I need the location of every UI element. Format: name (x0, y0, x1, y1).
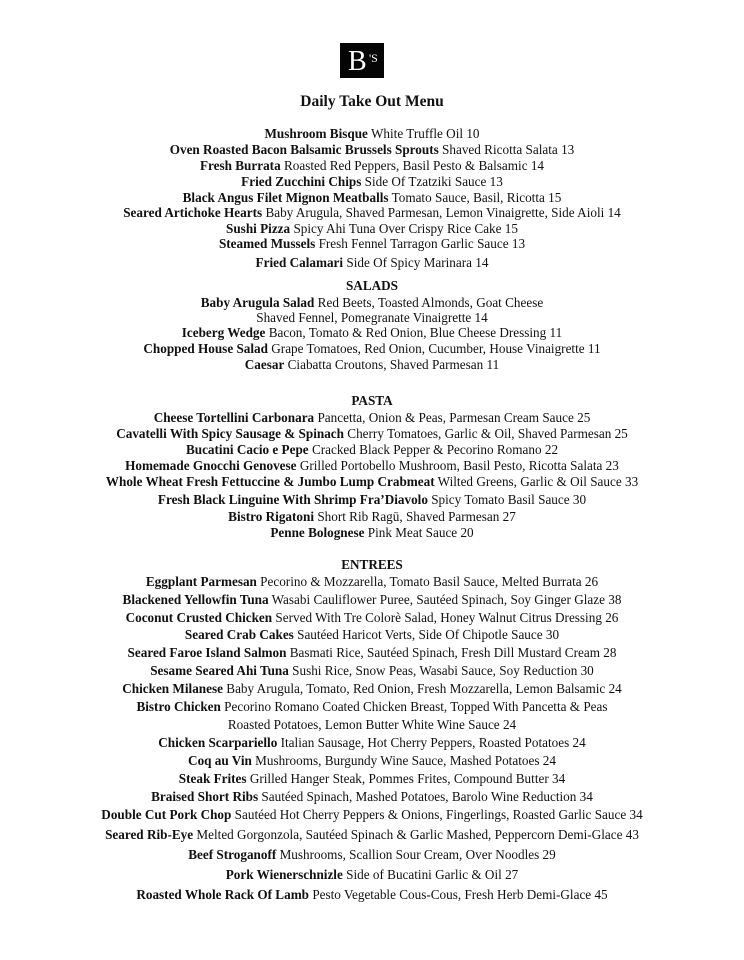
menu-item (0, 255, 744, 271)
menu-item-description: Pecorino & Mozzarella, Tomato Basil Sauce, Melted Burrata 26 (260, 574, 599, 589)
menu-item (0, 310, 744, 326)
menu-item-name: Bucatini Cacio e Pepe (185, 442, 309, 457)
menu-item (0, 190, 744, 206)
menu-item-name: Chicken Milanese (122, 681, 223, 696)
menu-item-name: Bistro Rigatoni (228, 509, 315, 524)
section-heading-label: PASTA (351, 393, 393, 408)
menu-item (0, 789, 744, 805)
menu-item-description: Sautéed Spinach, Mashed Potatoes, Barolo Wine Reduction 34 (261, 789, 593, 804)
menu-item-name: Blackened Yellowfin Tuna (122, 592, 269, 607)
menu-item-description: Roasted Potatoes, Lemon Butter White Wine Sauce 24 (227, 717, 517, 732)
menu-item (0, 126, 744, 142)
menu-item-description: Tomato Sauce, Basil, Ricotta 15 (391, 190, 562, 205)
menu-item-name: Seared Faroe Island Salmon (127, 645, 287, 660)
menu-item-description: Short Rib Ragū, Shaved Parmesan 27 (317, 509, 516, 524)
menu-item-description: Cracked Black Pepper & Pecorino Romano 22 (311, 442, 559, 457)
section-heading (0, 557, 744, 573)
menu-item (0, 807, 744, 823)
menu-item (0, 205, 744, 221)
menu-item-name: Sushi Pizza (226, 221, 291, 236)
menu-item (0, 458, 744, 474)
menu-item (0, 847, 744, 863)
menu-item-name: Double Cut Pork Chop (101, 807, 232, 822)
menu-item-name: Fried Zucchini Chips (241, 174, 362, 189)
menu-item (0, 341, 744, 357)
menu-item (0, 592, 744, 608)
menu-item-description: Sautéed Haricot Verts, Side Of Chipotle Sauce 30 (297, 627, 560, 642)
menu-item-description: Sautéed Hot Cherry Peppers & Onions, Fingerlings, Roasted Garlic Sauce 34 (234, 807, 643, 822)
section-heading-label: SALADS (345, 278, 399, 293)
menu-item-description: Pancetta, Onion & Peas, Parmesan Cream Sauce 25 (317, 410, 591, 425)
menu-item (0, 357, 744, 373)
menu-item-description: Basmati Rice, Sautéed Spinach, Fresh Dill Mustard Cream 28 (289, 645, 617, 660)
menu-item-description: Baby Arugula, Tomato, Red Onion, Fresh Mozzarella, Lemon Balsamic 24 (226, 681, 622, 696)
menu-item (0, 525, 744, 541)
menu-item-name: Seared Crab Cakes (184, 627, 294, 642)
menu-item (0, 410, 744, 426)
menu-item-name: Eggplant Parmesan (145, 574, 257, 589)
menu-item-description: Fresh Fennel Tarragon Garlic Sauce 13 (318, 236, 526, 251)
menu-item-description: Cherry Tomatoes, Garlic & Oil, Shaved Parmesan 25 (347, 426, 628, 441)
menu-item-name: Sesame Seared Ahi Tuna (150, 663, 289, 678)
menu-item-name: Coconut Crusted Chicken (125, 610, 273, 625)
menu-item-name: Steamed Mussels (218, 236, 316, 251)
menu-item-name: Homemade Gnocchi Genovese (125, 458, 297, 473)
menu-item-description: Shaved Ricotta Salata 13 (442, 142, 575, 157)
menu-item (0, 474, 744, 490)
menu-item (0, 509, 744, 525)
menu-item-description: Ciabatta Croutons, Shaved Parmesan 11 (287, 357, 500, 372)
section-heading (0, 393, 744, 409)
menu-item-name: Penne Bolognese (270, 525, 365, 540)
menu-item-name: Chicken Scarpariello (158, 735, 278, 750)
menu-item (0, 771, 744, 787)
menu-item-name: Beef Stroganoff (188, 847, 277, 862)
menu-item (0, 158, 744, 174)
menu-item (0, 717, 744, 733)
menu-item (0, 699, 744, 715)
menu-item (0, 867, 744, 883)
menu-item (0, 645, 744, 661)
menu-item-description: Spicy Ahi Tuna Over Crispy Rice Cake 15 (293, 221, 518, 236)
menu-item-name: Black Angus Filet Mignon Meatballs (182, 190, 389, 205)
menu-item (0, 681, 744, 697)
menu-item (0, 174, 744, 190)
menu-item-name: Bistro Chicken (136, 699, 221, 714)
menu-item-name: Mushroom Bisque (264, 126, 368, 141)
menu-item-description: Bacon, Tomato & Red Onion, Blue Cheese Dressing 11 (268, 325, 563, 340)
svg-text:B: B (348, 46, 367, 77)
menu-item-name: Chopped House Salad (143, 341, 268, 356)
menu-item-description: Mushrooms, Burgundy Wine Sauce, Mashed Potatoes 24 (255, 753, 556, 768)
menu-item-name: Fresh Black Linguine With Shrimp Fra’Diavolo (157, 492, 428, 507)
menu-item-description: Roasted Red Peppers, Basil Pesto & Balsamic 14 (283, 158, 545, 173)
menu-item (0, 325, 744, 341)
menu-item-description: Grape Tomatoes, Red Onion, Cucumber, House Vinaigrette 11 (271, 341, 601, 356)
menu-item-name: Fried Calamari (255, 255, 344, 270)
menu-item-name: Seared Artichoke Hearts (123, 205, 263, 220)
menu-item-description: Italian Sausage, Hot Cherry Peppers, Roasted Potatoes 24 (280, 735, 586, 750)
logo-mark-icon (340, 43, 384, 78)
menu-item-description: Wilted Greens, Garlic & Oil Sauce 33 (437, 474, 639, 489)
menu-item-name: Steak Frites (178, 771, 247, 786)
menu-item-name: Cavatelli With Spicy Sausage & Spinach (116, 426, 344, 441)
restaurant-logo (340, 43, 384, 78)
menu-item (0, 827, 744, 843)
menu-item-description: Melted Gorgonzola, Sautéed Spinach & Garlic Mashed, Peppercorn Demi-Glace 43 (196, 827, 639, 842)
menu-item-name: Coq au Vin (188, 753, 252, 768)
menu-item-description: White Truffle Oil 10 (370, 126, 480, 141)
menu-item (0, 426, 744, 442)
menu-item-name: Iceberg Wedge (181, 325, 266, 340)
section-heading (0, 278, 744, 294)
menu-item-description: Pink Meat Sauce 20 (367, 525, 474, 540)
menu-item (0, 295, 744, 311)
menu-item (0, 887, 744, 903)
menu-item (0, 663, 744, 679)
menu-item-description: Side of Bucatini Garlic & Oil 27 (346, 867, 519, 882)
menu-item-name: Cheese Tortellini Carbonara (153, 410, 315, 425)
menu-item-name: Oven Roasted Bacon Balsamic Brussels Sprouts (169, 142, 439, 157)
menu-item-description: Grilled Portobello Mushroom, Basil Pesto, Ricotta Salata 23 (299, 458, 619, 473)
menu-title: Daily Take Out Menu (300, 93, 444, 110)
menu-item-description: Baby Arugula, Shaved Parmesan, Lemon Vinaigrette, Side Aioli 14 (265, 205, 621, 220)
menu-item (0, 735, 744, 751)
menu-item-description: Mushrooms, Scallion Sour Cream, Over Noodles 29 (279, 847, 556, 862)
menu-item-description: Grilled Hanger Steak, Pommes Frites, Compound Butter 34 (249, 771, 566, 786)
menu-item-name: Fresh Burrata (199, 158, 281, 173)
menu-item-description: Side Of Spicy Marinara 14 (346, 255, 489, 270)
menu-item (0, 627, 744, 643)
menu-item-description: Pesto Vegetable Cous-Cous, Fresh Herb Demi-Glace 45 (312, 887, 608, 902)
menu-item-name: Pork Wienerschnizle (225, 867, 343, 882)
menu-item-description: Served With Tre Colorè Salad, Honey Walnut Citrus Dressing 26 (275, 610, 619, 625)
menu-item-name: Roasted Whole Rack Of Lamb (136, 887, 310, 902)
menu-item-description: Pecorino Romano Coated Chicken Breast, Topped With Pancetta & Peas (224, 699, 608, 714)
menu-item-description: Sushi Rice, Snow Peas, Wasabi Sauce, Soy Reduction 30 (292, 663, 594, 678)
menu-item-description: Wasabi Cauliflower Puree, Sautéed Spinach, Soy Ginger Glaze 38 (271, 592, 622, 607)
menu-item-name: Whole Wheat Fresh Fettuccine & Jumbo Lump Crabmeat (105, 474, 435, 489)
menu-item (0, 142, 744, 158)
section-heading-label: ENTREES (341, 557, 403, 572)
menu-item-name: Braised Short Ribs (151, 789, 259, 804)
menu-item-name: Seared Rib-Eye (105, 827, 194, 842)
menu-item (0, 236, 744, 252)
menu-item-name: Baby Arugula Salad (200, 295, 315, 310)
menu-item-name: Caesar (244, 357, 285, 372)
menu-item (0, 221, 744, 237)
menu-item (0, 753, 744, 769)
menu-item (0, 574, 744, 590)
menu-item-description: Red Beets, Toasted Almonds, Goat Cheese (317, 295, 544, 310)
svg-text:'S: 'S (369, 51, 378, 65)
menu-item-description: Spicy Tomato Basil Sauce 30 (431, 492, 587, 507)
menu-item (0, 442, 744, 458)
menu-item-description: Side Of Tzatziki Sauce 13 (364, 174, 503, 189)
menu-item (0, 610, 744, 626)
menu-item (0, 492, 744, 508)
menu-item-description: Shaved Fennel, Pomegranate Vinaigrette 14 (256, 310, 488, 325)
